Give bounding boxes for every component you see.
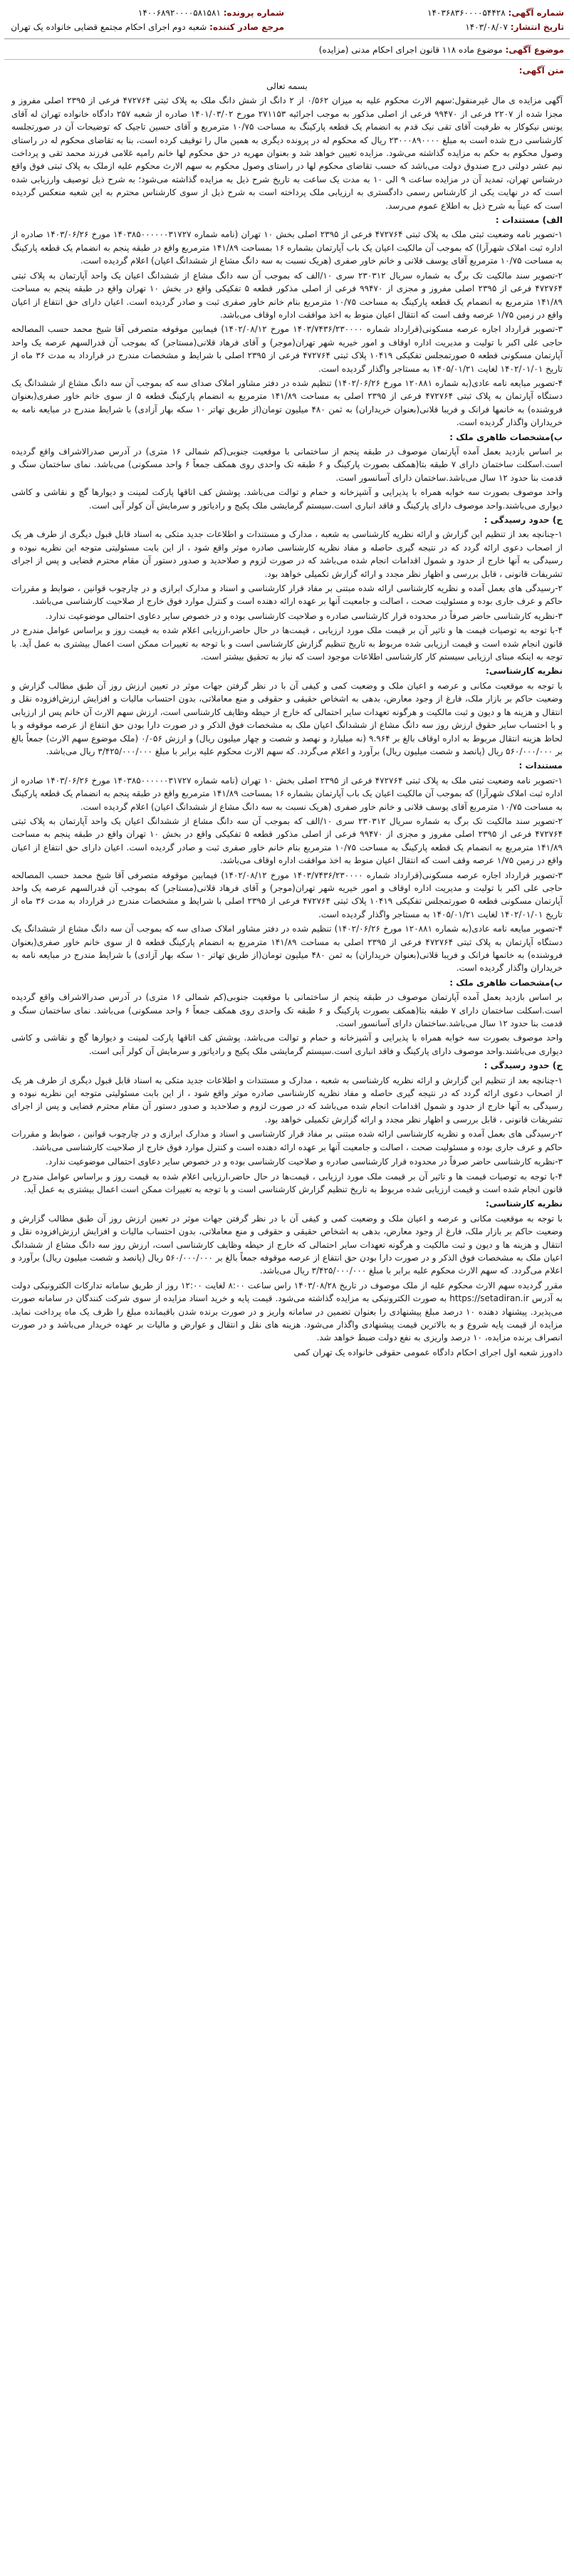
content-title: متن آگهی: <box>518 66 564 75</box>
ad-subject <box>4 39 570 60</box>
body-paragraph: آگهی مزایده ی مال غیرمنقول:سهم الارث محکوم علیه به میزان ۰/۵۶۲ از ۲ دانگ از شش دانگ ملک به پلاک ثبتی ۴۷۲۷۶۴ فرعی از ۲۳۹۵ اصلی مفروز و مجزا شده از ۲۲۰۷ فرعی از ۹۹۴۷۰ فرعی از اصلی مذکور به موجب اجرائیه ۲۷۱۱۵۳ مورخ ۱۴۰۱/۰۳/۰۲ صادره از شعبه ۲۵۷ دادگاه خانواده تهران له آقای یونس نیکوکار به طرفیت آقای تقی نیک قدم به انضمام یک قطعه پارکینگ به مساحت ۱۰/۷۵ مترمربع و آقای حسین تاجیک که توضیحات آن در صورتجلسه کارشناسی درج شده است به مبلغ ۲۳۰۰۰۸۹۰۰۰۰ ریال که محکوم له در پرونده دیگری به همین مال را توقیف کرده است، بنا به تقاضای محکوم له در راستای وصول محکوم به حکم به مزایده گذاشته می‌شود. مزایده تعیین خواهد شد و بعنوان مهریه در حق محکوم لها خانم رامیه غلامی فرزند محمد تقی و پرداخت نیم عشر دولتی درج صندوق دولت می‌باشد که حسب تقاضای محکوم لها در راستای وصول محکوم به سهم الارث محکوم علیه ازملک به پلاک ثبتی فوق واقع درشناس تهران، تمدید آن در مزایده ساعت ۹ الی ۱۰ به مدت یک ساعت به تاریخ شرح ذیل به مزایده گذاشته می‌شود؛ به شرح ذیل توصیف وارزیابی شده است که در نهایت یکی از کارشناس رسمی دادگستری به ارزیابی ملک پرداخته است به شرح ذیل از سوی کارشناس محترم به این شعبه منعکس گردیده است که عیناً به شرح ذیل به اطلاع عموم می‌رسد. <box>11 95 563 211</box>
section-heading: نظریه کارشناسی: <box>486 1199 563 1209</box>
body-paragraph: با توجه به موقعیت مکانی و عرصه و اعیان ملک و وضعیت کمی و کیفی آن با در نظر گرفتن جهات موثر در تعیین ارزش روز آن طبق مطالب گزارش و وضعیت حاکم بر بازار ملک، فارغ از وجود معارض، بدهی به اشخاص حقیقی و حقوقی و منع معاملاتی، بدون احتساب مالیات و افزایش ارزش‌افزوده نقل و انتقال و هزینه ها و دیون و ثبت مالکیت و هرگونه تعهدات سایر احتمالی که خارج از حیطه وظایف کارشناسی است، ارزش سهم الارث آن خانم پس از ارزیابی و با احتساب سایر حقوق ارزش روز سه دانگ مشاع از ششدانگ اعیان ملک به مشخصات فوق الذکر و در صورت دارا بودن حق انتفاع از عرصه موقوفه و با لحاظ هزینه انتقال مربوط به اداره اوقاف بالغ بر ۹.۹۶۴ (نه میلیارد و نهصد و شصت و چهار میلیون ریال) و ارزش ۰/۰۵۶ (ملک موضوع سهم الارث) جمعاً بالغ بر ۵۶۰/۰۰۰/۰۰۰ ریال (پانصد و شصت میلیون ریال) برآورد و اعلام می‌گردد. که سهم الارث محکوم علیه برابر با مبلغ ۳/۴۲۵/۰۰۰/۰۰۰ ریال می‌باشد. <box>11 680 563 756</box>
file-number-value: ۱۴۰۰۶۸۹۲۰۰۰۰۵۸۱۵۸۱ <box>137 8 221 18</box>
body-paragraph: ۱-تصویر نامه وضعیت ثبتی ملک به پلاک ثبتی ۴۷۲۷۶۴ فرعی از ۲۳۹۵ اصلی بخش ۱۰ تهران (نامه شماره ۱۴۰۳۸۵۰۰۰۰۰۰۳۱۷۲۷ مورخ ۱۴۰۳/۰۶/۲۶ صادره از اداره ثبت املاک شهرآرا) که بموجب آن مالکیت اعیان یک باب آپارتمان بشماره ۱۶ بمساحت ۱۴۱/۸۹ مترمربع واقع در طبقه پنجم به انضمام یک قطعه پارکینگ به مساحت ۱۰/۷۵ مترمربع آقای یوسف قلانی و خانم خاور صفری (هریک نسبت به سه دانگ مشاع از ششدانگ اعیان) اعلام گردیده است. <box>11 775 563 812</box>
body-paragraph: با توجه به موقعیت مکانی و عرصه و اعیان ملک و وضعیت کمی و کیفی آن با در نظر گرفتن جهات موثر در تعیین ارزش روز آن طبق مطالب گزارش و وضعیت حاکم بر بازار ملک، فارغ از وجود معارض، بدهی به اشخاص حقیقی و حقوقی و منع معاملاتی، بدون احتساب مالیات و افزایش ارزش‌افزوده نقل و انتقال و هزینه ها و دیون و ثبت مالکیت و هرگونه تعهدات سایر احتمالی که خارج از حیطه وظایف کارشناسی است، ارزش روز سه دانگ مشاع از ششدانگ اعیان ملک به مشخصات فوق الذکر و در صورت دارا بودن حق انتفاع از عرصه موقوفه جمعاً بالغ بر ۵۶۰/۰۰۰/۰۰۰ ریال (پانصد و شصت میلیون ریال) برآورد و اعلام می‌گردد. که سهم الارث محکوم علیه برابر با مبلغ ۳/۴۲۵/۰۰۰/۰۰۰ ریال می‌باشد. <box>11 1213 563 1276</box>
body-paragraph: ۴-تصویر مبایعه نامه عادی(به شماره ۱۲۰۸۸۱ مورخ ۱۴۰۲/۰۶/۲۶) تنظیم شده در دفتر مشاور املاک صدای سه که بموجب آن سه دانگ مشاع از ششدانگ یک دستگاه آپارتمان به پلاک ثبتی ۴۷۲۷۶۴ فرعی از ۲۳۹۵ اصلی به مساحت ۱۴۱/۸۹ مترمربع به انضمام پارکینگ قطعه ۵ از سوی خانم خاور صفری(بعنوان فروشنده) به خانمها فرانک و فریبا قلانی(بعنوان خریداران) به ثمن ۴۸۰ میلیون تومان(از طریق تهاتر ۱۰ سکه بهار آزادی) با شرایط مندرج در مبایعه نامه به خریداران واگذار گردیده است. <box>11 377 563 428</box>
ad-number-label: شماره آگهی: <box>508 8 564 18</box>
body-paragraph: ۱-تصویر نامه وضعیت ثبتی ملک به پلاک ثبتی ۴۷۲۷۶۴ فرعی از ۲۳۹۵ اصلی بخش ۱۰ تهران (نامه شماره ۱۴۰۳۸۵۰۰۰۰۰۰۳۱۷۲۷ مورخ ۱۴۰۳/۰۶/۲۶ صادره از اداره ثبت املاک شهرآرا) که بموجب آن مالکیت اعیان یک باب آپارتمان بشماره ۱۶ بمساحت ۱۴۱/۸۹ مترمربع واقع در طبقه پنجم به انضمام یک قطعه پارکینگ به مساحت ۱۰/۷۵ مترمربع آقای یوسف قلانی و خانم خاور صفری (هریک نسبت به سه دانگ مشاع از ششدانگ اعیان) اعلام گردیده است. <box>11 229 563 266</box>
body-paragraph: ۴-تصویر مبایعه نامه عادی(به شماره ۱۲۰۸۸۱ مورخ ۱۴۰۲/۰۶/۲۶) تنظیم شده در دفتر مشاور املاک صدای سه که بموجب آن سه دانگ مشاع از ششدانگ یک دستگاه آپارتمان به پلاک ثبتی ۴۷۲۷۶۴ فرعی از ۲۳۹۵ اصلی به مساحت ۱۴۱/۸۹ مترمربع به انضمام پارکینگ قطعه ۵ از سوی خانم خاور صفری(بعنوان فروشنده) به خانمها فرانک و فریبا قلانی(بعنوان خریداران) به ثمن ۴۸۰ میلیون تومان(از طریق تهاتر ۱۰ سکه بهار آزادی) با شرایط مندرج در مبایعه نامه به خریداران واگذار گردیده است. <box>11 924 563 974</box>
section-heading: ب)مشخصات ظاهری ملک : <box>449 432 563 442</box>
file-number-label: شماره پرونده: <box>223 8 284 18</box>
body-paragraph: بر اساس بازدید بعمل آمده آپارتمان موصوف در طبقه پنجم از ساختمانی با موقعیت جنوبی(کم شمالی ۱۶ متری) در آدرس صدرالاشراف واقع گردیده است.اسکلت ساختمان دارای ۷ طبقه بتا(همکف بصورت پارکینگ و ۶ طبقه تک واحدی روی همکف جمعاً ۶ واحد مسکونی) می‌باشد. نمای ساختمان سنگ و قدمت بنا حدود ۱۲ سال می‌باشد.ساختمان دارای آسانسور است. <box>11 992 563 1029</box>
section-heading: ج) حدود رسیدگی : <box>484 515 563 525</box>
ad-number-row <box>287 6 567 20</box>
body-paragraph: ۱-چنانچه بعد از تنظیم این گزارش و ارائه نظریه کارشناسی به شعبه ، مدارک و مستندات و اطلاعات جدید متکی به اسناد قابل قبول دیگری از طرف هر یک از اصحاب دعوی ارائه گردد که در نتیجه گیری حاصله و مفاد نظریه کارشناسی صادره موثر واقع شود ، از این بابت مسئولیتی متوجه این نظریه نبوده و رسیدگی به آنها خارج از حدود و شمول اقدامات انجام شده می‌باشد که در صورت لزوم و صلاحدید و صدور دستور آن مقام محترم قضایی و پس از اجرای تشریفات قانونی ، قابل بررسی و اظهار نظر مجدد و ارائه گزارش تکمیلی خواهد بود. <box>11 1075 563 1125</box>
body-paragraph: بر اساس بازدید بعمل آمده آپارتمان موصوف در طبقه پنجم از ساختمانی با موقعیت جنوبی(کم شمالی ۱۶ متری) در آدرس صدرالاشراف واقع گردیده است.اسکلت ساختمان دارای ۷ طبقه بتا(همکف بصورت پارکینگ و ۶ طبقه تک واحدی روی همکف جمعاً ۶ واحد مسکونی) می‌باشد. نمای ساختمان سنگ و قدمت بنا حدود ۱۲ سال می‌باشد.ساختمان دارای آسانسور است. <box>11 446 563 483</box>
ad-number-value: ۱۴۰۳۶۸۳۶۰۰۰۰۵۴۴۲۸ <box>427 8 506 18</box>
body-paragraph: ۳-تصویر قرارداد اجاره عرصه مسکونی(قرارداد شماره ۱۴۰۳/۷۴۳۶/۲۳۰۰۰۰ مورخ ۱۴۰۲/۰۸/۱۲) فیمابین موقوفه متصرفی آقا شیخ محمد حسب المصالحه حاجی علی اکبر با تولیت و مدیریت اداره اوقاف و امور خیریه شهر تهران(موجر) و آقای فرهاد قلانی(مستاجر) که بموجب آن قدرالسهم عرصه یک واحد آپارتمان مسکونی قطعه ۵ صورتمجلس تفکیکی ۱۰۴۱۹ پلاک ثبتی ۴۷۲۷۶۴ فرعی از ۲۳۹۵ اصلی با شرایط و مشخصات مندرج در قرارداد به مدت ۳۶ ماه از تاریخ ۱۴۰۲/۰۱/۰۱ لغایت ۱۴۰۵/۰۱/۲۱ به مستاجر واگذار گردیده است. <box>11 870 563 919</box>
section-heading: نظریه کارشناسی: <box>486 666 563 677</box>
body-paragraph: ۲-رسیدگی های بعمل آمده و نظریه کارشناسی ارائه شده مبتنی بر مفاد قرار کارشناسی و اسناد و مدارک ابرازی و در چارچوب قوانین ، ضوابط و مقررات حاکم و عرف جاری بوده و مسئولیت صحت ، اصالت و جامعیت آنها بر عهده ارائه دهنده است و کنترل موارد فوق خارج از صلاحیت کارشناسی می‌باشد. <box>11 583 563 607</box>
section-heading: الف) مستندات : <box>495 215 563 226</box>
issue-date-label: تاریخ انتشار: <box>510 22 564 32</box>
subject-value: موضوع ماده ۱۱۸ قانون اجرای احکام مدنی (مزایده) <box>318 45 503 55</box>
body-paragraph: مقرر گردیده سهم الارث محکوم علیه از ملک موصوف در تاریخ ۱۴۰۳/۰۸/۲۸ راس ساعت ۸:۰۰ لغایت ۱۲:۰۰ روز از طریق سامانه تدارکات الکترونیکی دولت به آدرس https://setadiran.ir به صورت الکترونیکی به مزایده گذاشته می‌شود. قیمت پایه و خرید اسناد مزایده از سوی شرکت کنندگان در سامانه صورت می‌پذیرد. پیشنهاد دهنده ۱۰ درصد مبلغ پیشنهادی را بعنوان تضمین در سامانه واریز و در صورت برنده شدن باقیمانده مبلغ را ظرف یک ماه پرداخت نماید. مزایده از قیمت پایه شروع و به بالاترین قیمت پیشنهادی واگذار می‌شود. هزینه های نقل و انتقال و عوارض و مالیات بر عهده خریدار می‌باشد و در صورت انصراف برنده مزایده، ۱۰ درصد واریزی به نفع دولت ضبط خواهد شد. <box>11 1280 563 1343</box>
body-paragraph: ۱-چنانچه بعد از تنظیم این گزارش و ارائه نظریه کارشناسی به شعبه ، مدارک و مستندات و اطلاعات جدید متکی به اسناد قابل قبول دیگری از طرف هر یک از اصحاب دعوی ارائه گردد که در نتیجه گیری حاصله و مفاد نظریه کارشناسی صادره موثر واقع شود ، از این بابت مسئولیتی متوجه این نظریه نبوده و رسیدگی به آنها خارج از حدود و شمول اقدامات انجام شده می‌باشد که در صورت لزوم و صلاحدید و صدور دستور آن مقام محترم قضایی و پس از اجرای تشریفات قانونی ، قابل بررسی و اظهار نظر مجدد و ارائه گزارش تکمیلی خواهد بود. <box>11 529 563 579</box>
ad-header <box>4 0 570 39</box>
section-heading: ج) حدود رسیدگی : <box>484 1060 563 1071</box>
issue-date-row <box>287 20 567 34</box>
body-paragraph: ۴-با توجه به توصیات قیمت ها و تاثیر آن بر قیمت ملک مورد ارزیابی ، قیمت‌ها در حال حاضر،ارزیابی اعلام شده به قیمت روز و براساس عوامل مندرج در قانون انجام شده است و قیمت ارزیابی شده مربوط به تاریخ تنظیم گزارش کارشناسی است و با توجه به تغییرات ممکن است اعمال بیشتری به عمل آید. <box>11 1171 563 1194</box>
section-heading: ب)مشخصات ظاهری ملک : <box>449 977 563 988</box>
section-heading: مستندات : <box>518 761 563 771</box>
body-paragraph: ۳-نظریه کارشناسی حاضر صرفاً در محدوده قرار کارشناسی صادره و صلاحیت کارشناسی بوده و در خصوص سایر دعاوی احتمالی موضوعیت ندارد. <box>46 1157 563 1167</box>
issue-date-value: ۱۴۰۳/۰۸/۰۷ <box>465 22 508 32</box>
body-paragraph: ۳-تصویر قرارداد اجاره عرصه مسکونی(قرارداد شماره ۱۴۰۳/۷۴۳۶/۲۳۰۰۰۰ مورخ ۱۴۰۲/۰۸/۱۲) فیمابین موقوفه متصرفی آقا شیخ محمد حسب المصالحه حاجی علی اکبر با تولیت و مدیریت اداره اوقاف و امور خیریه شهر تهران(موجر) و آقای فرهاد قلانی(مستاجر) که بموجب آن قدرالسهم عرصه یک واحد آپارتمان مسکونی قطعه ۵ صورتمجلس تفکیکی ۱۰۴۱۹ پلاک ثبتی ۴۷۲۷۶۴ فرعی از ۲۳۹۵ اصلی با شرایط و مشخصات مندرج در قرارداد به مدت ۳۶ ماه از تاریخ ۱۴۰۲/۰۱/۰۱ لغایت ۱۴۰۵/۰۱/۲۱ به مستاجر واگذار گردیده است. <box>11 324 563 374</box>
body-paragraph: ۲-تصویر سند مالکیت تک برگ به شماره سریال ۲۳۰۳۱۲ سری ۱۰/الف که بموجب آن سه دانگ مشاع از ششدانگ اعیان یک واحد آپارتمان به پلاک ثبتی ۴۷۲۷۶۴ فرعی از ۲۳۹۵ اصلی مفروز و مجزی از ۹۹۴۷۰ فرعی از اصلی مذکور قطعه ۵ تفکیکی واقع در بخش ۱۰ تهران واقع در طبقه پنجم به مساحت ۱۴۱/۸۹ مترمربع به انضمام یک قطعه پارکینگ به مساحت ۱۰/۷۵ مترمربع بنام خانم خاور صفری ثبت و صادر گردیده است. اعیان دارای حق انتفاع از اعیان واقع در زمین ۱/۷۵ عرصه وقف است که انتقال اعیان منوط به اخذ موافقت اداره اوقاف می‌باشد. <box>11 270 563 320</box>
body-paragraph: ۲-تصویر سند مالکیت تک برگ به شماره سریال ۲۳۰۳۱۲ سری ۱۰/الف که بموجب آن سه دانگ مشاع از ششدانگ اعیان یک واحد آپارتمان به پلاک ثبتی ۴۷۲۷۶۴ فرعی از ۲۳۹۵ اصلی مفروز و مجزی از ۹۹۴۷۰ فرعی از اصلی مذکور قطعه ۵ تفکیکی واقع در بخش ۱۰ تهران واقع در طبقه پنجم به مساحت ۱۴۱/۸۹ مترمربع به انضمام یک قطعه پارکینگ به مساحت ۱۰/۷۵ مترمربع بنام خانم خاور صفری ثبت و صادر گردیده است. اعیان دارای حق انتفاع از اعیان واقع در زمین ۱/۷۵ عرصه وقف است که انتقال اعیان منوط به اخذ موافقت اداره اوقاف می‌باشد. <box>11 815 563 866</box>
body-paragraph: واحد موصوف بصورت سه خوابه همراه با پذیرایی و آشپزخانه و حمام و توالت می‌باشد. پوشش کف اتاقها پارکت لمینت و دیوارها گچ و نقاشی و کاشی دیواری می‌باشند.واحد موصوف دارای پارکینگ و فاقد انباری است.سیستم گرمایشی ملک پکیج و رادیاتور و سرمایش آن کولر آبی است. <box>11 487 563 511</box>
body-paragraph: دادورز شعبه اول اجرای احکام دادگاه عمومی حقوقی خانواده یک تهران کمی <box>293 1347 563 1357</box>
body-paragraph: ۳-نظریه کارشناسی حاضر صرفاً در محدوده قرار کارشناسی صادره و صلاحیت کارشناسی بوده و در خصوص سایر دعاوی احتمالی موضوعیت ندارد. <box>46 610 563 621</box>
issuer-label: مرجع صادر کننده: <box>209 22 284 32</box>
file-number-row <box>7 6 287 20</box>
subject-label: موضوع آگهی: <box>505 45 564 55</box>
body-paragraph: واحد موصوف بصورت سه خوابه همراه با پذیرایی و آشپزخانه و حمام و توالت می‌باشد. پوشش کف اتاقها پارکت لمینت و دیوارها گچ و نقاشی و کاشی دیواری می‌باشند.واحد موصوف دارای پارکینگ و فاقد انباری است.سیستم گرمایشی ملک پکیج و رادیاتور و سرمایش آن کولر آبی است. <box>11 1033 563 1056</box>
issuer-row <box>7 20 287 34</box>
body-paragraph: ۲-رسیدگی های بعمل آمده و نظریه کارشناسی ارائه شده مبتنی بر مفاد قرار کارشناسی و اسناد و مدارک ابرازی و در چارچوب قوانین ، ضوابط و مقررات حاکم و عرف جاری بوده و مسئولیت صحت ، اصالت و جامعیت آنها بر عهده ارائه دهنده است و کنترل موارد فوق خارج از صلاحیت کارشناسی می‌باشد. <box>11 1129 563 1152</box>
issuer-value: شعبه دوم اجرای احکام مجتمع قضایی خانواده یک تهران <box>11 22 207 32</box>
body-paragraph: ۴-با توجه به توصیات قیمت ها و تاثیر آن بر قیمت ملک مورد ارزیابی ، قیمت‌ها در حال حاضر،ارزیابی اعلام شده به قیمت روز و براساس عوامل مندرج در قانون انجام شده است و قیمت ارزیابی شده مربوط به تاریخ تنظیم گزارش کارشناسی است و با توجه به تغییرات ممکن است اعمال بیشتری به عمل آید. با توجه به اینکه مبنای ارزیابی سیستم کار کارشناسی اطلاعات موجود است که نیاز به تحقیق بیشتر است. <box>11 625 563 662</box>
basmala: بسمه تعالی <box>266 81 308 91</box>
ad-body <box>4 80 570 1359</box>
